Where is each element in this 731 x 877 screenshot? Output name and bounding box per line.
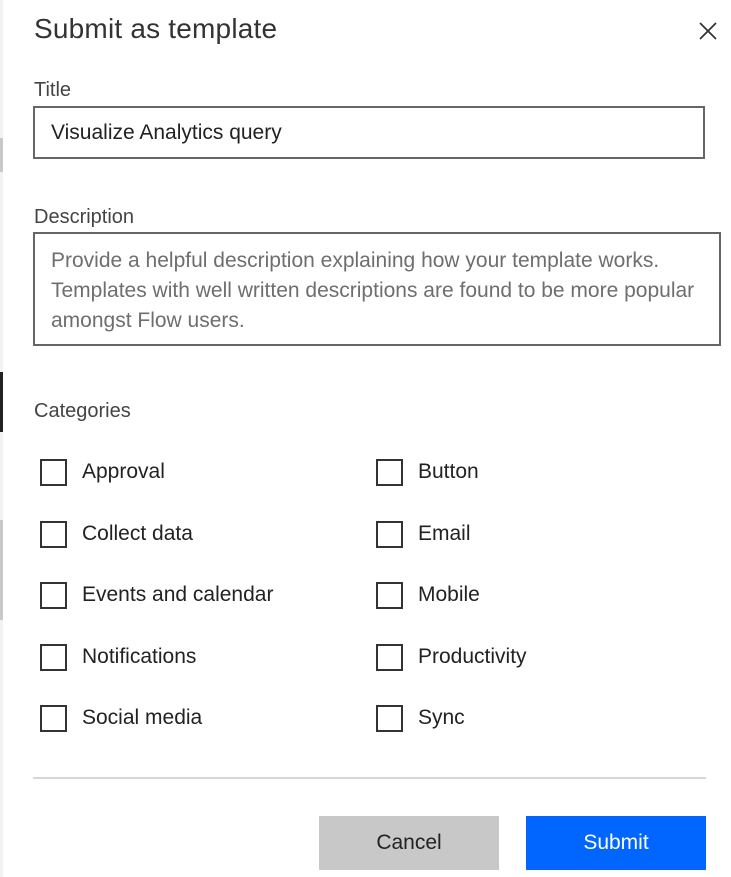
category-label: Productivity bbox=[418, 645, 527, 668]
category-checkbox[interactable] bbox=[376, 459, 403, 486]
category-checkbox[interactable] bbox=[40, 644, 67, 671]
category-label: Approval bbox=[82, 460, 165, 483]
category-social-media[interactable] bbox=[40, 702, 202, 734]
footer-divider bbox=[33, 777, 706, 779]
category-button[interactable] bbox=[376, 456, 479, 488]
category-notifications[interactable] bbox=[40, 641, 196, 673]
close-button[interactable] bbox=[695, 18, 721, 44]
category-label: Sync bbox=[418, 706, 465, 729]
submit-template-dialog bbox=[3, 0, 731, 877]
cancel-button[interactable]: Cancel bbox=[319, 816, 499, 870]
category-collect-data[interactable] bbox=[40, 518, 193, 550]
category-checkbox[interactable] bbox=[40, 582, 67, 609]
category-checkbox[interactable] bbox=[376, 582, 403, 609]
dialog-title: Submit as template bbox=[34, 13, 278, 44]
category-events-and-calendar[interactable] bbox=[40, 579, 273, 611]
category-label: Collect data bbox=[82, 522, 193, 545]
category-label: Button bbox=[418, 460, 479, 483]
category-label: Email bbox=[418, 522, 471, 545]
category-checkbox[interactable] bbox=[40, 459, 67, 486]
category-label: Mobile bbox=[418, 583, 480, 606]
title-input[interactable] bbox=[33, 106, 705, 159]
category-checkbox[interactable] bbox=[376, 705, 403, 732]
category-checkbox[interactable] bbox=[376, 521, 403, 548]
category-mobile[interactable] bbox=[376, 579, 480, 611]
category-label: Notifications bbox=[82, 645, 197, 668]
category-email[interactable] bbox=[376, 518, 471, 550]
category-productivity[interactable] bbox=[376, 641, 527, 673]
category-sync[interactable] bbox=[376, 702, 465, 734]
category-checkbox[interactable] bbox=[40, 521, 67, 548]
description-label: Description bbox=[34, 206, 135, 228]
categories-label: Categories bbox=[34, 400, 131, 422]
category-approval[interactable] bbox=[40, 456, 165, 488]
submit-button[interactable]: Submit bbox=[526, 816, 706, 870]
category-checkbox[interactable] bbox=[376, 644, 403, 671]
description-textarea[interactable] bbox=[33, 232, 721, 346]
close-icon bbox=[695, 18, 721, 44]
category-label: Events and calendar bbox=[82, 583, 274, 606]
title-label: Title bbox=[34, 79, 72, 101]
category-label: Social media bbox=[82, 706, 203, 729]
category-checkbox[interactable] bbox=[40, 705, 67, 732]
